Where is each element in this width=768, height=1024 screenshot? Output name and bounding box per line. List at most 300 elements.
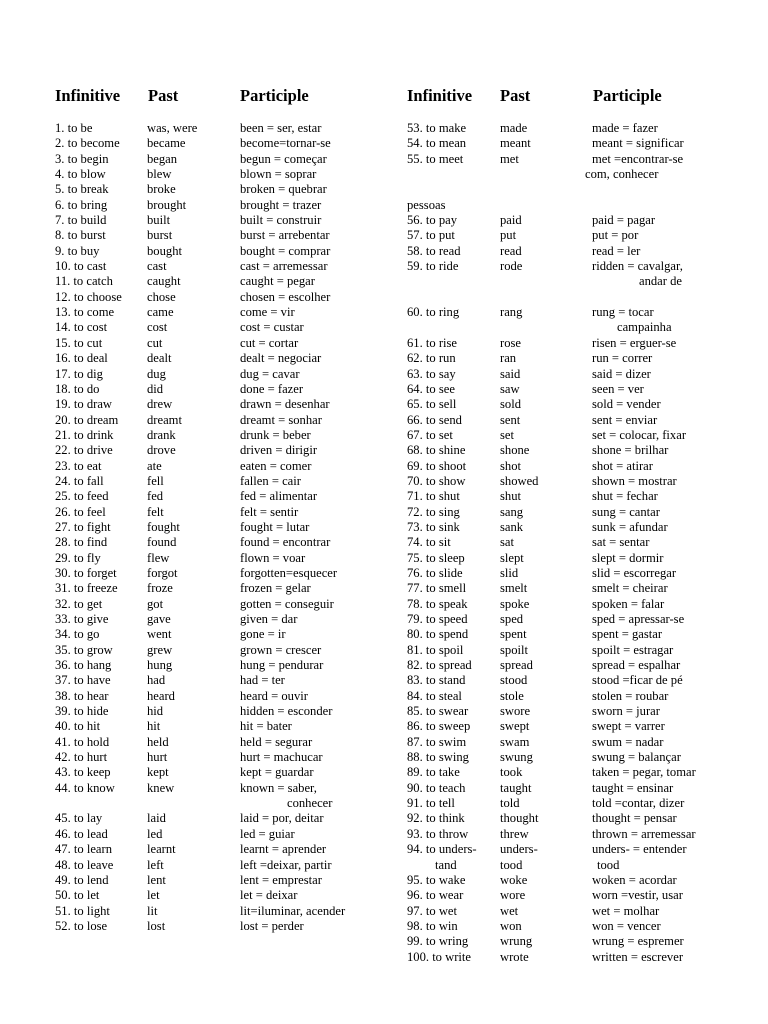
verb-row — [55, 259, 365, 274]
infinitive-cell: 99. to wring — [407, 934, 469, 949]
participle-cell: drawn = desenhar — [240, 397, 330, 412]
verb-row — [55, 750, 365, 765]
past-cell: rose — [500, 335, 521, 350]
participle-cell: sped = apressar-se — [592, 612, 685, 626]
participle-cell: made = fazer — [592, 121, 658, 135]
infinitive-cell: 86. to sweep — [407, 719, 471, 734]
verb-row — [55, 735, 365, 750]
past-cell: spent — [500, 627, 527, 642]
participle-cell: lit=iluminar, acender — [240, 903, 346, 918]
past-cell: began — [147, 151, 178, 166]
infinitive-cell: 60. to ring — [407, 305, 460, 320]
infinitive-cell: 46. to lead — [55, 826, 108, 841]
verb-row — [55, 520, 365, 535]
verb-row — [407, 213, 747, 228]
past-cell: flew — [147, 550, 170, 565]
participle-cell: taught = ensinar — [592, 780, 674, 795]
verb-row — [407, 505, 747, 520]
past-cell: sank — [500, 519, 524, 534]
infinitive-cell: 76. to slide — [407, 565, 463, 580]
participle-cell: conhecer — [287, 796, 333, 811]
verb-row — [407, 873, 747, 888]
verb-row — [407, 259, 747, 274]
infinitive-cell: 30. to forget — [55, 565, 117, 580]
participle-cell: fought = lutar — [240, 519, 310, 534]
infinitive-cell: 1. to be — [55, 121, 93, 135]
verb-row — [407, 198, 747, 213]
participle-cell: thought = pensar — [592, 811, 677, 826]
infinitive-cell: 64. to see — [407, 381, 455, 396]
verb-row — [55, 474, 365, 489]
verb-row — [407, 167, 747, 182]
infinitive-cell: 63. to say — [407, 366, 456, 381]
verb-row — [407, 520, 747, 535]
past-cell: dealt — [147, 351, 172, 366]
past-cell: fought — [147, 519, 180, 534]
participle-cell: chosen = escolher — [240, 289, 331, 304]
infinitive-cell: 59. to ride — [407, 259, 459, 274]
verb-row — [55, 873, 365, 888]
participle-cell: cast = arremessar — [240, 259, 328, 274]
past-cell: sat — [500, 535, 514, 550]
past-cell: taught — [500, 780, 532, 795]
past-cell: meant — [500, 136, 531, 151]
verb-row — [407, 397, 747, 412]
past-cell: spoke — [500, 596, 530, 611]
participle-cell: let = deixar — [240, 888, 298, 903]
past-cell: unders- — [500, 842, 538, 857]
verb-row — [55, 566, 365, 581]
verb-row — [55, 612, 365, 627]
past-cell: smelt — [500, 581, 528, 596]
verb-row — [407, 443, 747, 458]
infinitive-cell: 97. to wet — [407, 903, 458, 918]
participle-cell: stood =ficar de pé — [592, 673, 683, 688]
verb-row — [55, 167, 365, 182]
infinitive-cell: 62. to run — [407, 351, 456, 366]
verb-row — [55, 305, 365, 320]
participle-cell: rung = tocar — [592, 305, 654, 320]
past-cell: paid — [500, 213, 522, 228]
participle-cell: com, conhecer — [585, 167, 659, 182]
participle-cell: shown = mostrar — [592, 473, 677, 488]
verb-row — [55, 274, 365, 289]
infinitive-cell: 18. to do — [55, 381, 100, 396]
verb-row — [407, 290, 747, 305]
infinitive-cell: 22. to drive — [55, 443, 113, 458]
infinitive-cell: 17. to dig — [55, 366, 103, 381]
past-cell: dug — [147, 366, 166, 381]
infinitive-cell: 82. to spread — [407, 658, 472, 673]
participle-cell: drunk = beber — [240, 427, 311, 442]
infinitive-cell: 92. to think — [407, 811, 465, 826]
past-cell: rang — [500, 305, 523, 320]
participle-cell: held = segurar — [240, 734, 313, 749]
infinitive-cell: 32. to get — [55, 596, 103, 611]
participle-cell: learnt = aprender — [240, 842, 327, 857]
infinitive-cell: 37. to have — [55, 673, 111, 688]
past-cell: chose — [147, 289, 176, 304]
infinitive-cell: 73. to sink — [407, 519, 460, 534]
header-past-left: Past — [148, 86, 179, 105]
participle-cell: begun = começar — [240, 151, 327, 166]
participle-cell: shut = fechar — [592, 489, 658, 504]
verb-row — [55, 213, 365, 228]
infinitive-cell: 78. to speak — [407, 596, 468, 611]
verb-row — [55, 351, 365, 366]
infinitive-cell: 8. to burst — [55, 228, 106, 243]
participle-cell: spread = espalhar — [592, 658, 681, 673]
participle-cell: felt = sentir — [240, 504, 299, 519]
infinitive-cell: 48. to leave — [55, 857, 114, 872]
infinitive-cell: 87. to swim — [407, 734, 467, 749]
participle-cell: meant = significar — [592, 136, 684, 151]
infinitive-cell: 84. to steal — [407, 688, 462, 703]
past-cell: fell — [147, 473, 164, 488]
infinitive-cell: 42. to hurt — [55, 750, 108, 765]
past-cell: shone — [500, 443, 530, 458]
verb-row — [55, 781, 365, 796]
participle-cell: hung = pendurar — [240, 658, 324, 673]
infinitive-cell: 38. to hear — [55, 688, 109, 703]
infinitive-cell: 3. to begin — [55, 151, 109, 166]
past-cell: wet — [500, 903, 519, 918]
infinitive-cell: 58. to read — [407, 243, 461, 258]
infinitive-cell: 5. to break — [55, 182, 109, 197]
verb-row — [55, 244, 365, 259]
infinitive-cell: 35. to grow — [55, 642, 113, 657]
infinitive-cell: 98. to win — [407, 918, 458, 933]
verb-row — [407, 551, 747, 566]
participle-cell: swum = nadar — [592, 734, 664, 749]
verb-row — [407, 811, 747, 826]
verb-row — [407, 627, 747, 642]
verb-row — [55, 413, 365, 428]
participle-cell: been = ser, estar — [240, 121, 322, 135]
verb-row — [407, 566, 747, 581]
participle-cell: tood — [597, 857, 620, 872]
participle-cell: gone = ir — [240, 627, 286, 642]
past-cell: ate — [147, 458, 162, 473]
verb-row — [55, 228, 365, 243]
verb-row — [55, 704, 365, 719]
infinitive-cell: 79. to speed — [407, 612, 468, 626]
participle-cell: come = vir — [240, 305, 295, 320]
past-cell: stood — [500, 673, 528, 688]
participle-cell: taken = pegar, tomar — [592, 765, 696, 780]
participle-cell: put = por — [592, 228, 639, 243]
participle-cell: sung = cantar — [592, 504, 660, 519]
participle-cell: hit = bater — [240, 719, 292, 734]
verb-row — [407, 351, 747, 366]
past-cell: gave — [147, 612, 171, 626]
participle-cell: led = guiar — [240, 826, 295, 841]
verb-row — [407, 336, 747, 351]
participle-cell: blown = soprar — [240, 167, 317, 182]
verb-row — [407, 689, 747, 704]
participle-cell: said = dizer — [592, 366, 651, 381]
infinitive-cell: 83. to stand — [407, 673, 466, 688]
past-cell: laid — [147, 811, 166, 826]
participle-cell: dreamt = sonhar — [240, 412, 322, 427]
past-cell: sang — [500, 504, 524, 519]
infinitive-cell: 47. to learn — [55, 842, 113, 857]
verb-row — [407, 842, 747, 857]
past-cell: left — [147, 857, 164, 872]
participle-cell: frozen = gelar — [240, 581, 311, 596]
verb-row — [407, 735, 747, 750]
infinitive-cell: 96. to wear — [407, 888, 464, 903]
infinitive-cell: 33. to give — [55, 612, 109, 626]
past-cell: kept — [147, 765, 169, 780]
header-participle-right: Participle — [593, 86, 662, 105]
past-cell: cost — [147, 320, 168, 335]
verb-row — [407, 428, 747, 443]
infinitive-cell: 43. to keep — [55, 765, 111, 780]
verb-row — [55, 182, 365, 197]
participle-cell: sunk = afundar — [592, 519, 668, 534]
verb-row — [55, 443, 365, 458]
past-cell: led — [147, 826, 163, 841]
header-participle-left: Participle — [240, 86, 309, 105]
past-cell: woke — [500, 872, 528, 887]
participle-cell: done = fazer — [240, 381, 304, 396]
infinitive-cell: 45. to lay — [55, 811, 103, 826]
past-cell: stole — [500, 688, 524, 703]
infinitive-cell: 70. to show — [407, 473, 466, 488]
participle-cell: told =contar, dizer — [592, 796, 685, 811]
participle-cell: slept = dormir — [592, 550, 664, 565]
past-cell: went — [147, 627, 172, 642]
participle-cell: worn =vestir, usar — [592, 888, 683, 903]
past-cell: wrung — [500, 934, 533, 949]
past-cell: knew — [147, 780, 175, 795]
past-cell: told — [500, 796, 520, 811]
infinitive-cell: 50. to let — [55, 888, 100, 903]
past-cell: swam — [500, 734, 530, 749]
past-cell: slid — [500, 565, 519, 580]
past-cell: took — [500, 765, 523, 780]
participle-cell: driven = dirigir — [240, 443, 318, 458]
participle-cell: wrung = espremer — [592, 934, 684, 949]
participle-cell: sent = enviar — [592, 412, 658, 427]
participle-cell: spoilt = estragar — [592, 642, 674, 657]
participle-cell: paid = pagar — [592, 213, 656, 228]
infinitive-cell: 36. to hang — [55, 658, 112, 673]
verb-row — [407, 950, 747, 965]
participle-cell: hurt = machucar — [240, 750, 323, 765]
verb-row — [407, 643, 747, 658]
verb-row — [55, 858, 365, 873]
past-cell: felt — [147, 504, 164, 519]
participle-cell: stolen = roubar — [592, 688, 669, 703]
past-cell: set — [500, 427, 514, 442]
past-cell: swept — [500, 719, 530, 734]
past-cell: spread — [500, 658, 533, 673]
infinitive-cell: 40. to hit — [55, 719, 101, 734]
past-cell: let — [147, 888, 160, 903]
past-cell: forgot — [147, 565, 178, 580]
participle-cell: shone = brilhar — [592, 443, 669, 458]
past-cell: made — [500, 121, 528, 135]
verb-row — [407, 228, 747, 243]
participle-cell: brought = trazer — [240, 197, 322, 212]
verb-row — [55, 397, 365, 412]
verb-row — [55, 888, 365, 903]
participle-cell: lost = perder — [240, 918, 304, 933]
verb-row — [407, 305, 747, 320]
participle-cell: forgotten=esquecer — [240, 565, 338, 580]
infinitive-cell: 52. to lose — [55, 918, 108, 933]
infinitive-cell: 71. to shut — [407, 489, 460, 504]
verb-row — [55, 904, 365, 919]
past-cell: threw — [500, 826, 529, 841]
infinitive-cell: 69. to shoot — [407, 458, 467, 473]
infinitive-cell: 68. to shine — [407, 443, 466, 458]
participle-cell: given = dar — [240, 612, 298, 626]
participle-cell: spoken = falar — [592, 596, 665, 611]
participle-cell: burst = arrebentar — [240, 228, 330, 243]
infinitive-cell: 95. to wake — [407, 872, 466, 887]
verb-row — [55, 489, 365, 504]
participle-cell: cut = cortar — [240, 335, 299, 350]
verb-row — [407, 274, 747, 289]
infinitive-cell: 4. to blow — [55, 167, 106, 182]
header-past-right: Past — [500, 86, 531, 105]
infinitive-cell: 26. to feel — [55, 504, 106, 519]
participle-cell: campainha — [617, 320, 672, 335]
infinitive-cell: 66. to send — [407, 412, 462, 427]
participle-cell: flown = voar — [240, 550, 306, 565]
participle-cell: slid = escorregar — [592, 565, 677, 580]
verb-row — [407, 489, 747, 504]
verb-row — [55, 320, 365, 335]
infinitive-cell: 90. to teach — [407, 780, 466, 795]
verb-row — [55, 627, 365, 642]
participle-cell: read = ler — [592, 243, 641, 258]
verb-row — [55, 290, 365, 305]
verb-row — [55, 382, 365, 397]
verb-row — [407, 904, 747, 919]
left-verb-table — [55, 121, 365, 934]
participle-cell: fed = alimentar — [240, 489, 318, 504]
infinitive-cell: 6. to bring — [55, 197, 108, 212]
past-cell: held — [147, 734, 169, 749]
participle-cell: sat = sentar — [592, 535, 650, 550]
infinitive-cell: 61. to rise — [407, 335, 458, 350]
infinitive-cell: 29. to fly — [55, 550, 101, 565]
infinitive-cell: 74. to sit — [407, 535, 451, 550]
verb-row — [407, 704, 747, 719]
infinitive-cell: 2. to become — [55, 136, 120, 151]
participle-cell: met =encontrar-se — [592, 151, 684, 166]
participle-cell: shot = atirar — [592, 458, 653, 473]
past-cell: lent — [147, 872, 166, 887]
infinitive-cell: 7. to build — [55, 213, 107, 228]
participle-cell: laid = por, deitar — [240, 811, 324, 826]
infinitive-cell: 14. to cost — [55, 320, 108, 335]
infinitive-cell: tand — [435, 857, 457, 872]
verb-row — [55, 643, 365, 658]
participle-cell: broken = quebrar — [240, 182, 327, 197]
infinitive-cell: 88. to swing — [407, 750, 469, 765]
participle-cell: swung = balançar — [592, 750, 681, 765]
infinitive-cell: 72. to sing — [407, 504, 460, 519]
infinitive-cell: 56. to pay — [407, 213, 458, 228]
participle-cell: fallen = cair — [240, 473, 301, 488]
past-cell: won — [500, 918, 522, 933]
past-cell: brought — [147, 197, 187, 212]
participle-cell: thrown = arremessar — [592, 826, 696, 841]
infinitive-cell: 12. to choose — [55, 289, 122, 304]
infinitive-cell: pessoas — [407, 197, 446, 212]
past-cell: burst — [147, 228, 173, 243]
past-cell: hurt — [147, 750, 168, 765]
participle-cell: dealt = negociar — [240, 351, 322, 366]
participle-cell: bought = comprar — [240, 243, 331, 258]
past-cell: met — [500, 151, 519, 166]
infinitive-cell: 91. to tell — [407, 796, 455, 811]
infinitive-cell: 34. to go — [55, 627, 100, 642]
infinitive-cell: 100. to write — [407, 949, 472, 964]
past-cell: froze — [147, 581, 173, 596]
verb-row — [407, 888, 747, 903]
participle-cell: woken = acordar — [592, 872, 677, 887]
verb-row — [55, 336, 365, 351]
past-cell: broke — [147, 182, 176, 197]
participle-cell: run = correr — [592, 351, 653, 366]
infinitive-cell: 93. to throw — [407, 826, 469, 841]
right-verb-table — [407, 121, 747, 965]
participle-cell: grown = crescer — [240, 642, 322, 657]
participle-cell: written = escrever — [592, 949, 684, 964]
past-cell: drank — [147, 427, 176, 442]
infinitive-cell: 55. to meet — [407, 151, 464, 166]
infinitive-cell: 53. to make — [407, 121, 467, 135]
past-cell: had — [147, 673, 166, 688]
header-infinitive-right: Infinitive — [407, 86, 473, 105]
verb-row — [407, 858, 747, 873]
participle-cell: become=tornar-se — [240, 136, 331, 151]
past-cell: drove — [147, 443, 176, 458]
participle-cell: hidden = esconder — [240, 704, 333, 719]
past-cell: came — [147, 305, 174, 320]
verb-row — [55, 535, 365, 550]
verb-row — [55, 919, 365, 934]
past-cell: heard — [147, 688, 175, 703]
verb-row — [407, 750, 747, 765]
participle-cell: andar de — [639, 274, 683, 289]
past-cell: did — [147, 381, 164, 396]
verb-row — [407, 919, 747, 934]
verb-row — [407, 459, 747, 474]
past-cell: lit — [147, 903, 158, 918]
verb-row — [407, 382, 747, 397]
past-cell: dreamt — [147, 412, 182, 427]
infinitive-cell: 49. to lend — [55, 872, 109, 887]
verb-row — [407, 474, 747, 489]
past-cell: swung — [500, 750, 533, 765]
infinitive-cell: 24. to fall — [55, 473, 104, 488]
verb-row — [55, 597, 365, 612]
past-cell: drew — [147, 397, 173, 412]
verb-row — [407, 320, 747, 335]
verb-row — [407, 719, 747, 734]
past-cell: said — [500, 366, 521, 381]
verb-row — [407, 581, 747, 596]
verb-row — [407, 136, 747, 151]
participle-cell: eaten = comer — [240, 458, 312, 473]
